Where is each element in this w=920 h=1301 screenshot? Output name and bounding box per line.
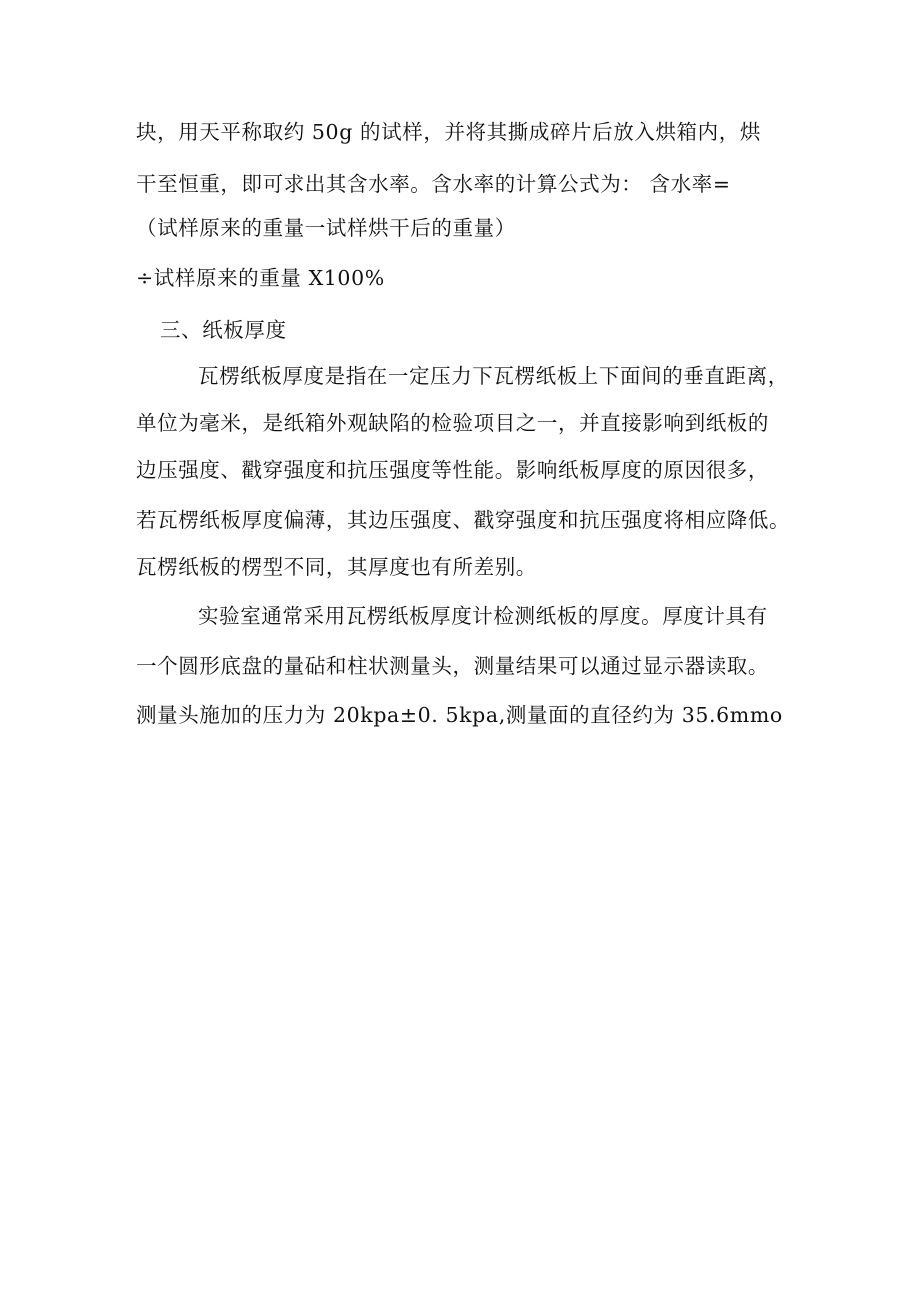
text-line: 一个圆形底盘的量砧和柱状测量头，测量结果可以通过显示器读取。 — [136, 654, 769, 678]
text-line: （试样原来的重量一试样烘干后的重量） — [136, 216, 516, 240]
text-line: 瓦楞纸板的楞型不同，其厚度也有所差别。 — [136, 555, 537, 579]
text-line: 若瓦楞纸板厚度偏薄，其边压强度、戳穿强度和抗压强度将相应降低。 — [136, 508, 791, 532]
text-line: 边压强度、戳穿强度和抗压强度等性能。影响纸板厚度的原因很多， — [136, 458, 769, 482]
text-line: 瓦楞纸板厚度是指在一定压力下瓦楞纸板上下面间的垂直距离， — [198, 364, 789, 388]
text-line: 块，用天平称取约 50g 的试样，并将其撕成碎片后放入烘箱内，烘 — [136, 120, 761, 144]
text-line: 测量头施加的压力为 20kpa±0. 5kpa,测量面的直径约为 35.6mmo — [136, 703, 783, 727]
text-line: 实验室通常采用瓦楞纸板厚度计检测纸板的厚度。厚度计具有 — [198, 604, 768, 628]
text-line: ÷试样原来的重量 X100% — [136, 266, 385, 290]
section-heading: 三、纸板厚度 — [160, 318, 287, 342]
text-line: 干至恒重，即可求出其含水率。含水率的计算公式为： 含水率= — [136, 172, 731, 196]
text-line: 单位为毫米，是纸箱外观缺陷的检验项目之一，并直接影响到纸板的 — [136, 411, 769, 435]
